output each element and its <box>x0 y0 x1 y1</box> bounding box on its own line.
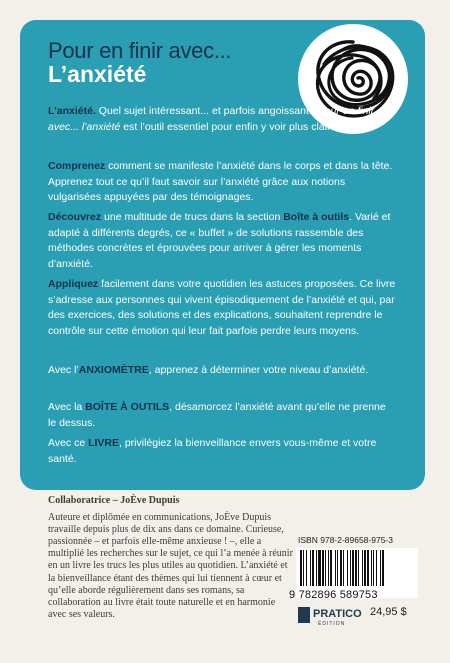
intro-lead: L’anxiété. <box>48 105 96 117</box>
boite-paragraph <box>48 400 396 431</box>
livre-paragraph <box>48 436 396 467</box>
collaborator-bio: Auteure et diplômée en communications, JoÈve Dupuis travaille depuis plus de dix ans dans ce domaine. Curieuse, passionnée – et parfois elle-même anxieuse ! –, elle a multiplié les recherches sur le sujet, ce qui l’a menée à réunir en un livre les trucs les plus utiles au quotidien. L’anxiété et la bienveillance étant des thèmes qui lui tiennent à cœur et qu’elle aborde régulièrement dans ses romans, sa collaboration au livre était toute naturelle et en harmonie avec ses valeurs. <box>48 512 293 620</box>
price: 24,95 $ <box>370 606 407 618</box>
appliquez-paragraph <box>48 277 396 339</box>
comprenez-text: comment se manifeste l’anxiété dans le corps et dans la tête. Apprenez tout ce qu’il faut savoir sur l’anxiété grâce aux notions vulgarisées appuyées par des témoignages. <box>48 160 393 204</box>
publisher-name: PRATICO <box>313 608 362 620</box>
decouvrez-paragraph <box>48 210 396 272</box>
comprenez-paragraph <box>48 159 396 206</box>
barcode-number: 9 782896 589753 <box>289 589 378 601</box>
decouvrez-bold: Boîte à outils <box>283 211 350 223</box>
livre-text: , privilégiez la bienveillance envers vous-même et votre santé. <box>48 437 377 465</box>
boite-pre: Avec la <box>48 401 86 413</box>
intro-book-title: Pour en finir avec... l’anxiété <box>48 105 375 133</box>
comprenez-lead: Comprenez <box>48 160 106 172</box>
title-line-1: Pour en finir avec... <box>48 38 232 63</box>
decouvrez-text-2: . Varié et adapté à différents degrés, ce « buffet » de solutions rassemble des méthodes concrètes et éprouvées pour arriver à gérer les moments d’anxiété. <box>48 211 391 270</box>
intro-text: Quel sujet intéressant... et parfois angoissant ! <box>95 105 318 117</box>
livre-pre: Avec ce <box>48 437 89 449</box>
boite-bold: BOÎTE À OUTILS <box>85 401 170 413</box>
decouvrez-lead: Découvrez <box>48 211 102 223</box>
anxiometre-text: , apprenez à déterminer votre niveau d’anxiété. <box>148 364 369 376</box>
appliquez-lead: Appliquez <box>48 278 99 290</box>
decouvrez-text-1: une multitude de trucs dans la section <box>101 211 284 223</box>
isbn-label: ISBN 978-2-89658-975-3 <box>298 535 393 545</box>
intro-tail: est l’outil essentiel pour enfin y voir plus clair ! <box>120 120 337 133</box>
boite-text: , désamorcez l’anxiété avant qu’elle ne prenne le dessus. <box>48 401 386 429</box>
anxiometre-pre: Avec l’ <box>48 364 79 376</box>
livre-bold: LIVRE <box>88 437 119 449</box>
collaborator-section <box>48 495 293 621</box>
intro-paragraph <box>48 104 396 135</box>
appliquez-text: facilement dans votre quotidien les astuces proposées. Ce livre s’adresse aux personnes qui vivent épisodiquement de l’anxiété et qui, par des exercices, des solutions et des explications, souhaitent reprendre le contrôle sur cette émotion qui leur fait parfois perdre leurs moyens. <box>48 278 396 337</box>
publisher-sub: ÉDITION <box>318 621 346 627</box>
anxiometre-bold: ANXIOMÈTRE <box>78 364 149 376</box>
anxiometre-paragraph <box>48 363 396 379</box>
collaborator-heading: Collaboratrice – JoÈve Dupuis <box>48 495 180 506</box>
title-line-2: L’anxiété <box>48 61 147 87</box>
pratico-logo-icon <box>298 607 310 623</box>
